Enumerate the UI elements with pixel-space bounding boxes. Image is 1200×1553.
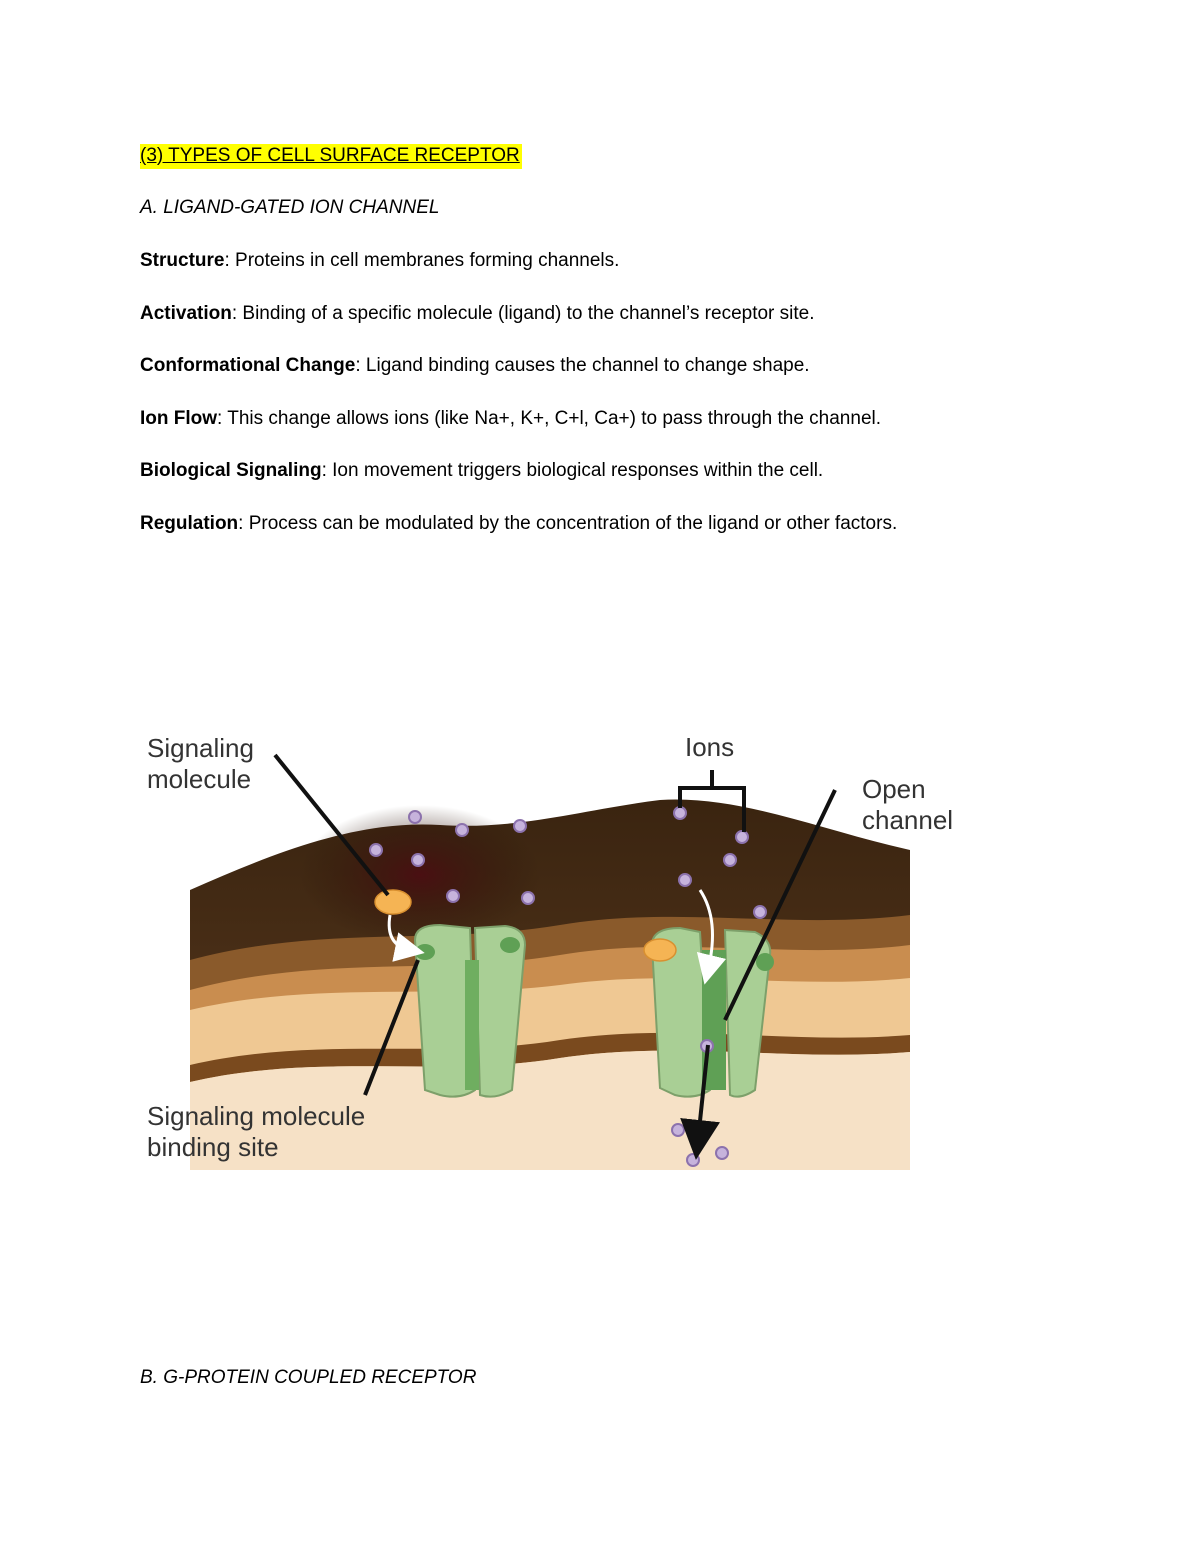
- paragraph-text: : This change allows ions (like Na+, K+, C+l, Ca+) to pass through the channel.: [217, 408, 882, 429]
- signaling-molecule-free: [375, 890, 411, 914]
- dark-binding-region: [300, 805, 540, 945]
- paragraph-text: : Proteins in cell membranes forming channels.: [224, 250, 620, 271]
- ion-flow-paragraph: [140, 407, 881, 431]
- biological-signaling-paragraph: [140, 459, 823, 483]
- paragraph-term: Activation: [140, 303, 232, 324]
- paragraph-term: Ion Flow: [140, 408, 218, 429]
- paragraph-text: : Process can be modulated by the concentration of the ligand or other factors.: [238, 513, 898, 534]
- paragraph-term: Structure: [140, 250, 225, 271]
- structure-paragraph: [140, 249, 619, 273]
- paragraph-term: Conformational Change: [140, 355, 356, 376]
- page-heading: (3) TYPES OF CELL SURFACE RECEPTOR: [140, 144, 522, 169]
- paragraph-term: Regulation: [140, 513, 239, 534]
- closed-channel: [415, 925, 525, 1097]
- ligand-gated-channel-figure: [140, 700, 970, 1180]
- paragraph-text: : Binding of a specific molecule (ligand) to the channel’s receptor site.: [231, 303, 815, 324]
- paragraph-term: Biological Signaling: [140, 460, 322, 481]
- paragraph-text: : Ligand binding causes the channel to change shape.: [355, 355, 810, 376]
- conformational-change-paragraph: [140, 354, 810, 378]
- signaling-molecule-label-line2: molecule: [147, 764, 252, 794]
- signaling-molecule-bound: [644, 939, 676, 961]
- regulation-paragraph: [140, 512, 897, 536]
- paragraph-text: : Ion movement triggers biological responses within the cell.: [321, 460, 824, 481]
- open-channel-label-line2: channel: [862, 805, 954, 835]
- open-channel-label-line1: Open: [862, 774, 926, 804]
- activation-paragraph: [140, 302, 815, 326]
- binding-site-label-line2: binding site: [147, 1132, 279, 1162]
- signaling-molecule-label-line1: Signaling: [147, 733, 254, 763]
- binding-site-label-line1: Signaling molecule: [147, 1101, 366, 1131]
- section-b-title: B. G-PROTEIN COUPLED RECEPTOR: [140, 1367, 477, 1388]
- section-a-title: A. LIGAND-GATED ION CHANNEL: [140, 197, 440, 218]
- channel-diagram: [140, 700, 970, 1180]
- ions-label: Ions: [685, 732, 735, 762]
